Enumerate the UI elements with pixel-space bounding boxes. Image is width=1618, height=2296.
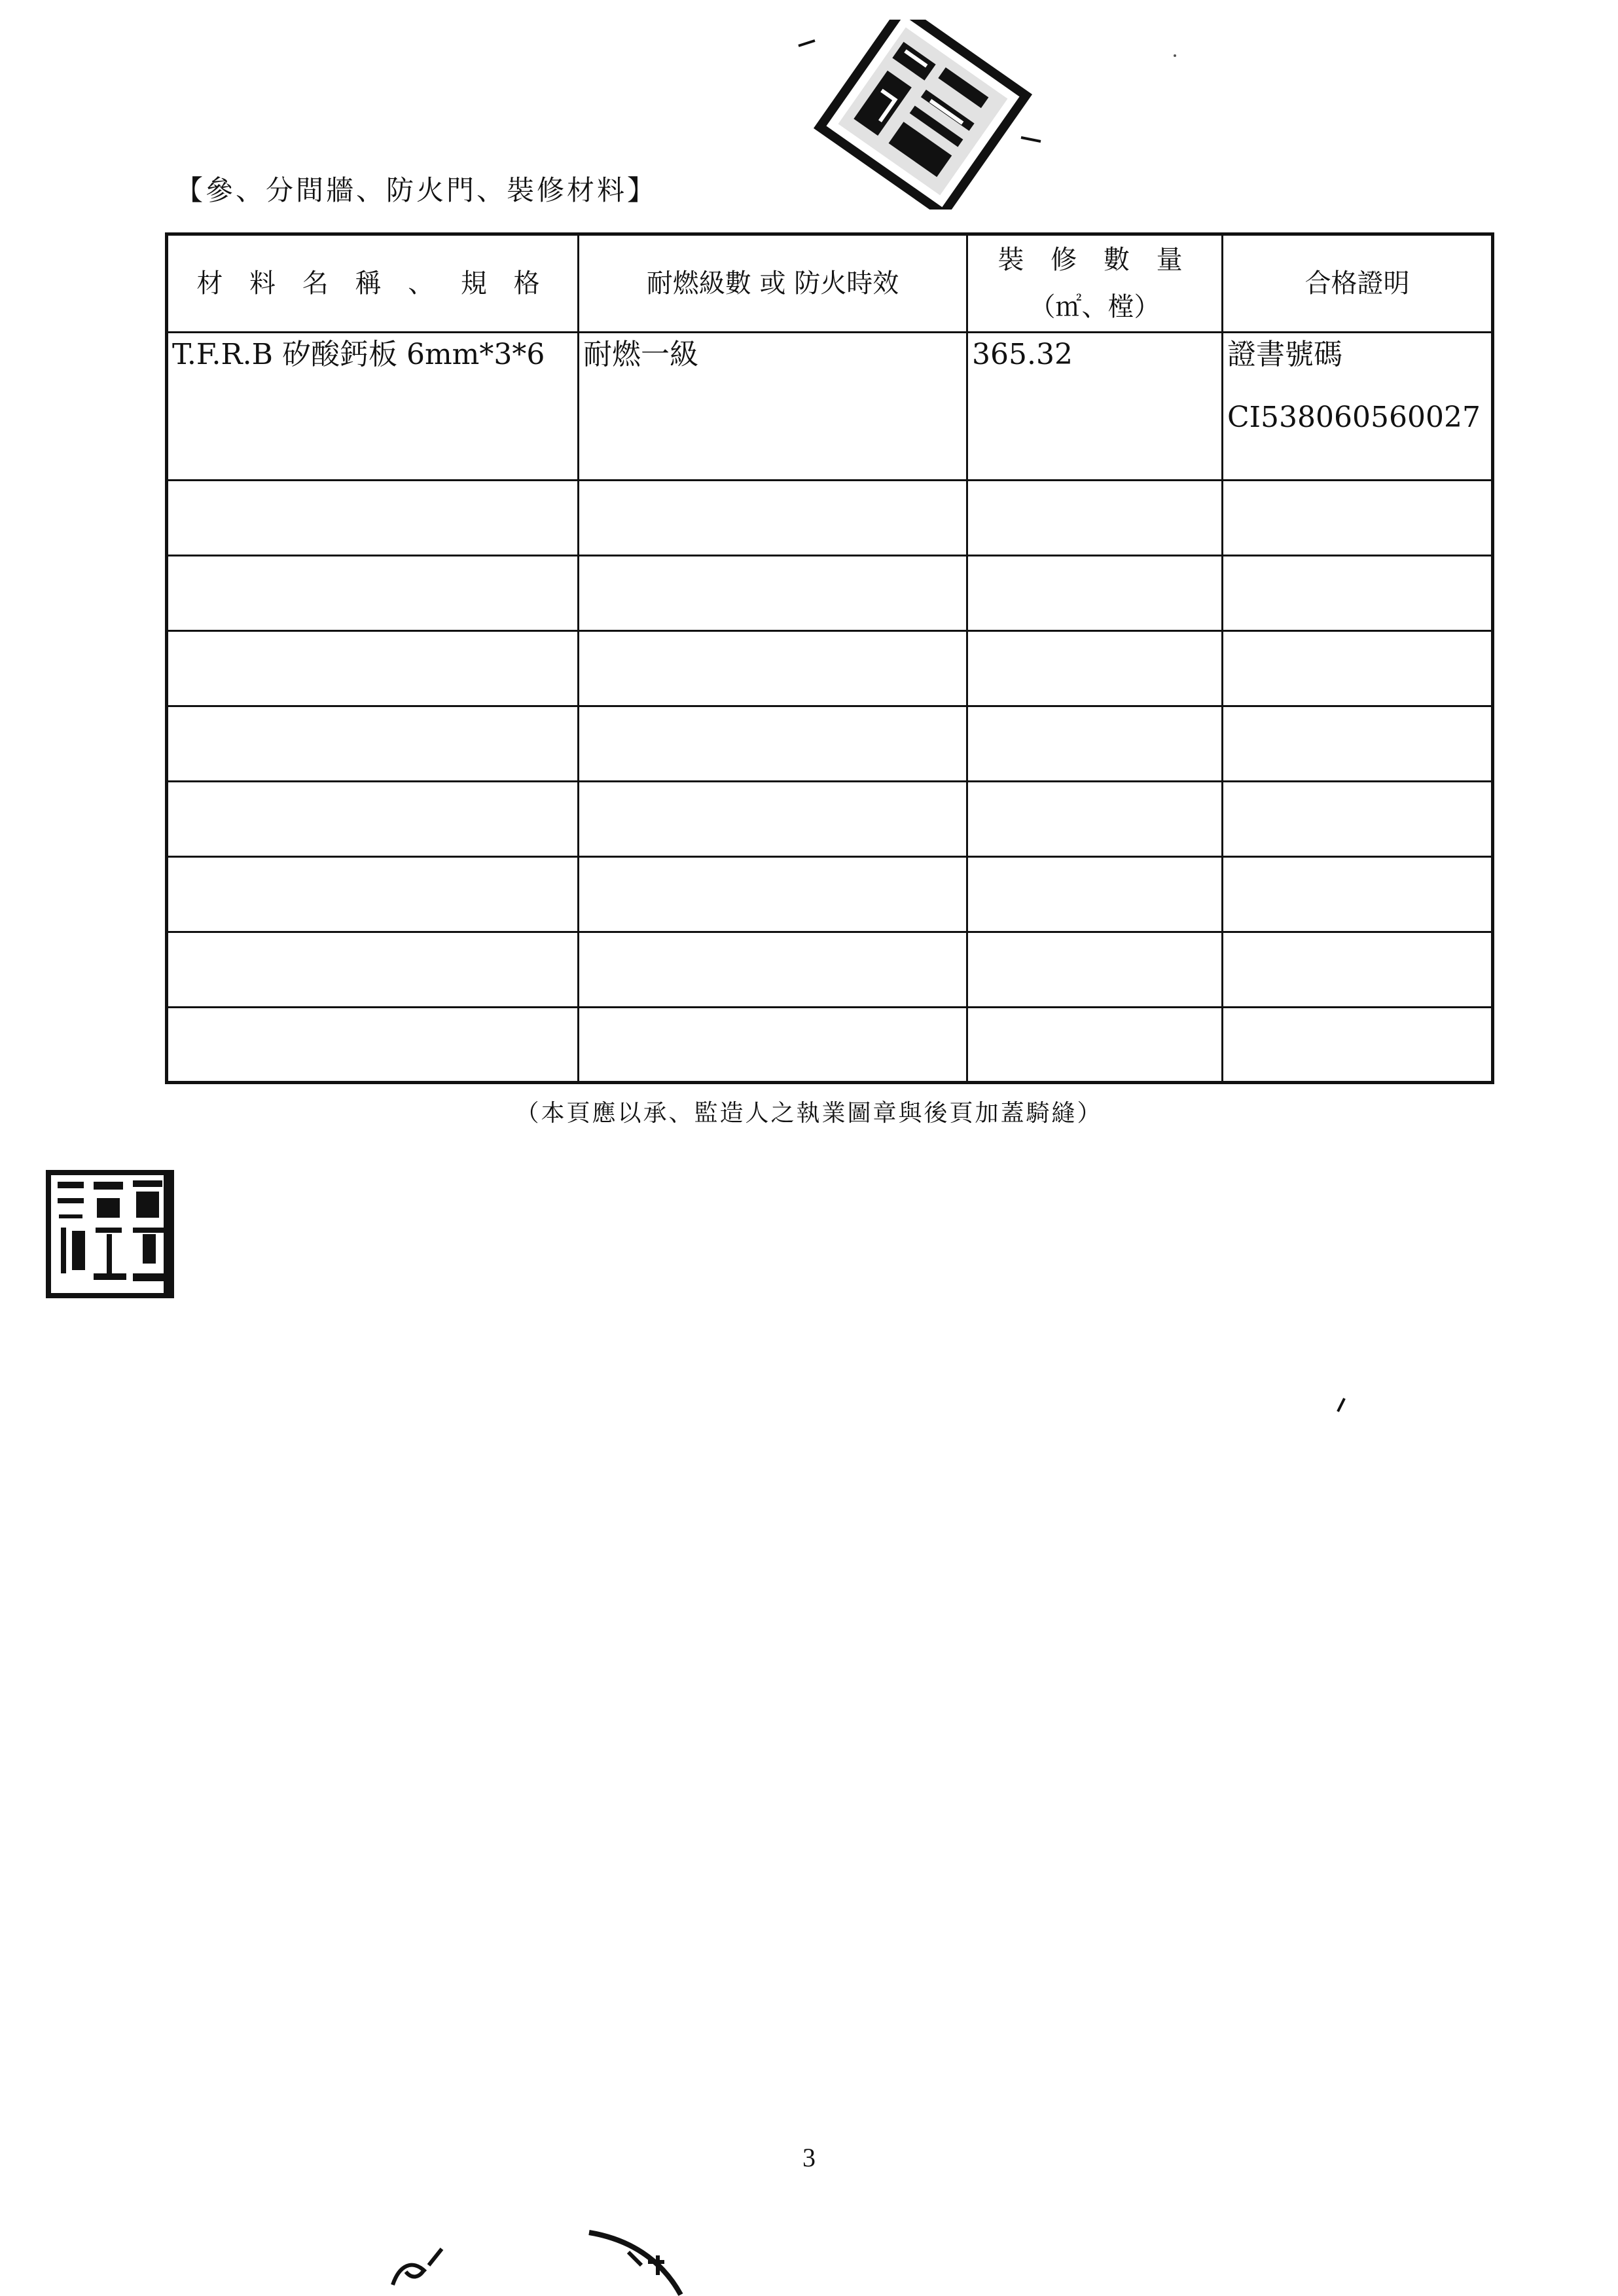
header-quantity bbox=[967, 234, 1223, 333]
table-row-empty bbox=[167, 706, 1493, 782]
empty-cell bbox=[167, 706, 579, 782]
empty-cell bbox=[967, 857, 1223, 932]
cell-quantity: 365.32 bbox=[967, 333, 1223, 481]
stray-mark bbox=[1335, 1394, 1348, 1414]
header-quantity-line2: （㎡、樘） bbox=[1029, 292, 1160, 322]
empty-cell bbox=[579, 481, 967, 556]
stray-mark bbox=[1168, 49, 1181, 62]
partial-stamp-bottom bbox=[367, 2226, 733, 2296]
empty-cell bbox=[967, 1008, 1223, 1083]
empty-cell bbox=[1223, 481, 1493, 556]
empty-cell bbox=[167, 631, 579, 706]
table-row-empty bbox=[167, 857, 1493, 932]
seal-stamp-left bbox=[45, 1169, 175, 1300]
empty-cell bbox=[1223, 556, 1493, 631]
header-material: 材 料 名 稱 、 規 格 bbox=[167, 234, 579, 333]
empty-cell bbox=[167, 556, 579, 631]
empty-cell bbox=[579, 857, 967, 932]
header-fire-rating: 耐燃級數 或 防火時效 bbox=[579, 234, 967, 333]
empty-cell bbox=[579, 782, 967, 857]
certificate-number: CI538060560027 bbox=[1227, 401, 1481, 434]
table-row-empty bbox=[167, 932, 1493, 1008]
empty-cell bbox=[167, 857, 579, 932]
table-row-empty bbox=[167, 1008, 1493, 1083]
table-row-empty bbox=[167, 631, 1493, 706]
empty-cell bbox=[967, 782, 1223, 857]
empty-cell bbox=[167, 481, 579, 556]
empty-cell bbox=[167, 932, 579, 1008]
section-title: 【參、分間牆、防火門、裝修材料】 bbox=[175, 174, 658, 206]
cell-certificate bbox=[1223, 333, 1493, 481]
cell-material: T.F.R.B 矽酸鈣板 6mm*3*6 bbox=[167, 333, 579, 481]
materials-table bbox=[165, 232, 1494, 1084]
empty-cell bbox=[579, 631, 967, 706]
header-quantity-line1: 裝 修 數 量 bbox=[998, 245, 1192, 275]
table-row-empty bbox=[167, 481, 1493, 556]
empty-cell bbox=[167, 1008, 579, 1083]
table-row-empty bbox=[167, 556, 1493, 631]
empty-cell bbox=[1223, 932, 1493, 1008]
certificate-label: 證書號碼 bbox=[1227, 338, 1342, 371]
empty-cell bbox=[1223, 857, 1493, 932]
header-certificate: 合格證明 bbox=[1223, 234, 1493, 333]
empty-cell bbox=[1223, 782, 1493, 857]
empty-cell bbox=[967, 556, 1223, 631]
empty-cell bbox=[967, 706, 1223, 782]
footnote: （本頁應以承、監造人之執業圖章與後頁加蓋騎縫） bbox=[515, 1100, 1103, 1127]
table-row-empty bbox=[167, 782, 1493, 857]
cell-fire-rating: 耐燃一級 bbox=[579, 333, 967, 481]
empty-cell bbox=[579, 556, 967, 631]
table-header-row bbox=[167, 234, 1493, 333]
empty-cell bbox=[167, 782, 579, 857]
empty-cell bbox=[967, 481, 1223, 556]
empty-cell bbox=[579, 932, 967, 1008]
page-number: 3 bbox=[802, 2143, 816, 2172]
empty-cell bbox=[1223, 706, 1493, 782]
table-row bbox=[167, 333, 1493, 481]
empty-cell bbox=[579, 1008, 967, 1083]
empty-cell bbox=[1223, 631, 1493, 706]
empty-cell bbox=[967, 631, 1223, 706]
empty-cell bbox=[1223, 1008, 1493, 1083]
empty-cell bbox=[967, 932, 1223, 1008]
empty-cell bbox=[579, 706, 967, 782]
seal-stamp-top bbox=[785, 20, 1047, 210]
